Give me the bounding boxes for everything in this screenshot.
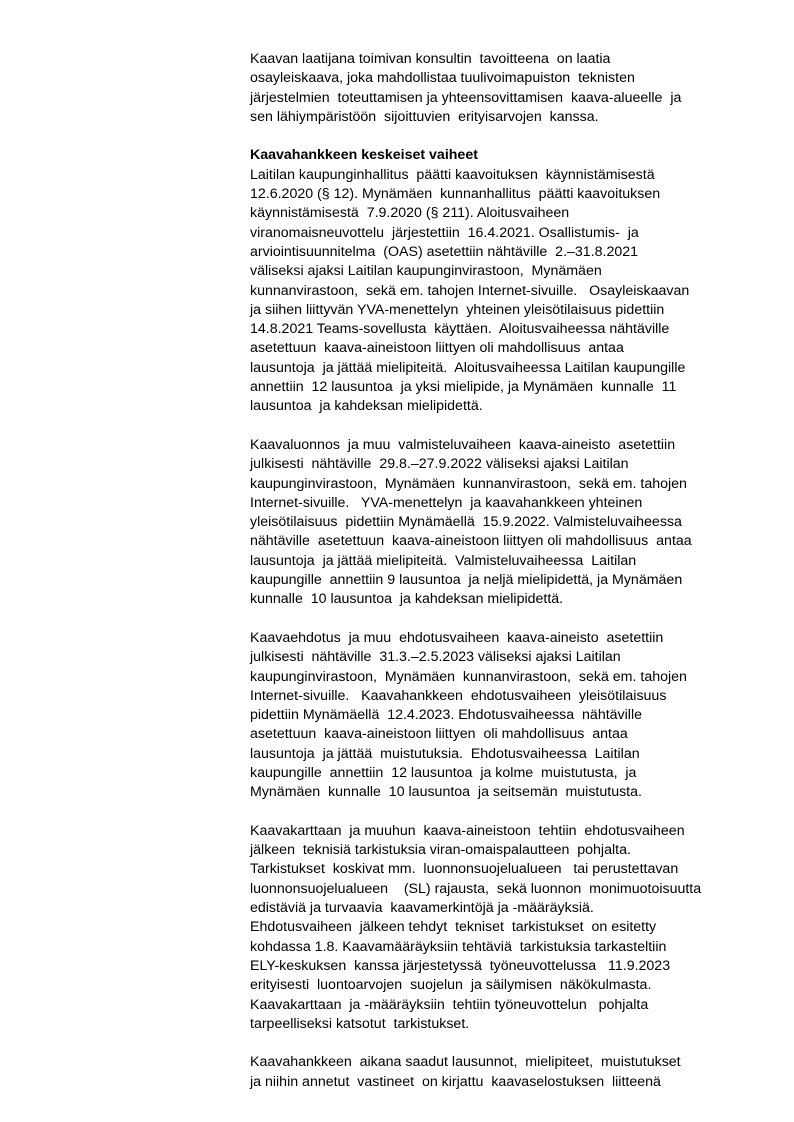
- text-line: Kaavakarttaan ja muuhun kaava-aineistoon tehtiin ehdotusvaiheen: [250, 822, 685, 839]
- text-line: julkisesti nähtäville 31.3.–2.5.2023 väliseksi ajaksi Laitilan: [250, 649, 621, 666]
- text-line: 14.8.2021 Teams-sovellusta käyttäen. Aloitusvaiheessa nähtäville: [250, 321, 670, 338]
- text-line: nähtäville asetettuun kaava-aineistoon liittyen oli mahdollisuus antaa: [250, 533, 692, 550]
- text-line: väliseksi ajaksi Laitilan kaupunginvirastoon, Mynämäen: [250, 263, 602, 280]
- text-line: jälkeen teknisiä tarkistuksia viran-omaispalautteen pohjalta.: [250, 842, 631, 859]
- paragraph-feedback: [250, 1053, 750, 1092]
- text-line: käynnistämisestä 7.9.2020 (§ 211). Aloitusvaiheen: [250, 205, 570, 222]
- text-line: kunnalle 10 lausuntoa ja kahdeksan mielipidettä.: [250, 591, 564, 608]
- text-line: pidettiin Mynämäellä 12.4.2023. Ehdotusvaiheessa nähtäville: [250, 707, 642, 724]
- text-line: Kaavakarttaan ja -määräyksiin tehtiin työneuvottelun pohjalta: [250, 996, 649, 1013]
- text-line: järjestelmien toteuttamisen ja yhteensovittamisen kaava-alueelle ja: [250, 89, 682, 106]
- text-line: Tarkistukset koskivat mm. luonnonsuojelualueen tai perustettavan: [250, 861, 679, 878]
- text-line: Internet-sivuille. YVA-menettelyn ja kaavahankkeen yhteinen: [250, 494, 643, 511]
- text-line: viranomaisneuvottelu järjestettiin 16.4.2021. Osallistumis- ja: [250, 224, 639, 241]
- text-line: Ehdotusvaiheen jälkeen tehdyt tekniset tarkistukset on esitetty: [250, 919, 657, 936]
- text-line: kaupungille annettiin 12 lausuntoa ja kolme muistutusta, ja: [250, 764, 637, 781]
- text-line: lausuntoja ja jättää mielipiteitä. Valmisteluvaiheessa Laitilan: [250, 552, 637, 569]
- paragraph-draft: [250, 436, 750, 610]
- paragraph-revisions: [250, 822, 750, 1034]
- text-line: lausuntoa ja kahdeksan mielipidettä.: [250, 398, 483, 415]
- text-line: ja niihin annetut vastineet on kirjattu kaavaselostuksen liitteenä: [250, 1073, 661, 1090]
- text-line: ELY-keskuksen kanssa järjestetyssä työneuvottelussa 11.9.2023: [250, 957, 671, 974]
- text-line: asetettuun kaava-aineistoon liittyen oli mahdollisuus antaa: [250, 726, 628, 743]
- text-line: kunnanvirastoon, sekä em. tahojen Internet-sivuille. Osayleiskaavan: [250, 282, 690, 299]
- section-heading: Kaavahankkeen keskeiset vaiheet: [250, 147, 478, 164]
- text-line: edistäviä ja turvaavia kaavamerkintöjä ja -määräyksiä.: [250, 900, 594, 917]
- text-line: kaupunginvirastoon, Mynämäen kunnanvirastoon, sekä em. tahojen: [250, 668, 687, 685]
- text-line: lausuntoja ja jättää muistutuksia. Ehdotusvaiheessa Laitilan: [250, 745, 640, 762]
- text-line: Internet-sivuille. Kaavahankkeen ehdotusvaiheen yleisötilaisuus: [250, 687, 667, 704]
- text-line: luonnonsuojelualueen (SL) rajausta, sekä luonnon monimuotoisuutta: [250, 880, 702, 897]
- text-line: Mynämäen kunnalle 10 lausuntoa ja seitsemän muistutusta.: [250, 784, 642, 801]
- text-line: kaupungille annettiin 9 lausuntoa ja neljä mielipidettä, ja Mynämäen: [250, 572, 683, 589]
- paragraph-intro: [250, 50, 750, 127]
- text-line: Kaavan laatijana toimivan konsultin tavoitteena on laatia: [250, 51, 611, 67]
- text-line: asetettuun kaava-aineistoon liittyen oli mahdollisuus antaa: [250, 340, 624, 357]
- text-line: annettiin 12 lausuntoa ja yksi mielipide, ja Mynämäen kunnalle 11: [250, 379, 677, 396]
- text-line: ja siihen liittyvän YVA-menettelyn yhteinen yleisötilaisuus pidettiin: [250, 301, 665, 318]
- text-line: 12.6.2020 (§ 12). Mynämäen kunnanhallitus päätti kaavoituksen: [250, 186, 661, 203]
- text-line: Laitilan kaupunginhallitus päätti kaavoituksen käynnistämisestä: [250, 166, 655, 183]
- text-line: tarpeelliseksi katsotut tarkistukset.: [250, 1015, 470, 1032]
- text-line: erityisesti luontoarvojen suojelun ja säilymisen näkökulmasta.: [250, 977, 652, 994]
- text-line: lausuntoja ja jättää mielipiteitä. Aloitusvaiheessa Laitilan kaupungille: [250, 359, 686, 376]
- paragraph-phases: [250, 146, 750, 416]
- text-line: kaupunginvirastoon, Mynämäen kunnanvirastoon, sekä em. tahojen: [250, 475, 687, 492]
- text-line: kohdassa 1.8. Kaavamääräyksiin tehtäviä tarkistuksia tarkasteltiin: [250, 938, 667, 955]
- text-line: Kaavaluonnos ja muu valmisteluvaiheen kaava-aineisto asetettiin: [250, 436, 676, 453]
- paragraph-proposal: [250, 629, 750, 803]
- text-line: arviointisuunnitelma (OAS) asetettiin nähtäville 2.–31.8.2021: [250, 243, 639, 260]
- text-line: Kaavahankkeen aikana saadut lausunnot, mielipiteet, muistutukset: [250, 1054, 681, 1071]
- text-column: [250, 50, 750, 1111]
- text-line: Kaavaehdotus ja muu ehdotusvaiheen kaava-aineisto asetettiin: [250, 629, 664, 646]
- text-line: sen lähiympäristöön sijoittuvien erityisarvojen kanssa.: [250, 108, 599, 125]
- text-line: osayleiskaava, joka mahdollistaa tuulivoimapuiston teknisten: [250, 70, 635, 87]
- text-line: yleisötilaisuus pidettiin Mynämäellä 15.9.2022. Valmisteluvaiheessa: [250, 514, 682, 531]
- text-line: julkisesti nähtäville 29.8.–27.9.2022 väliseksi ajaksi Laitilan: [250, 456, 629, 473]
